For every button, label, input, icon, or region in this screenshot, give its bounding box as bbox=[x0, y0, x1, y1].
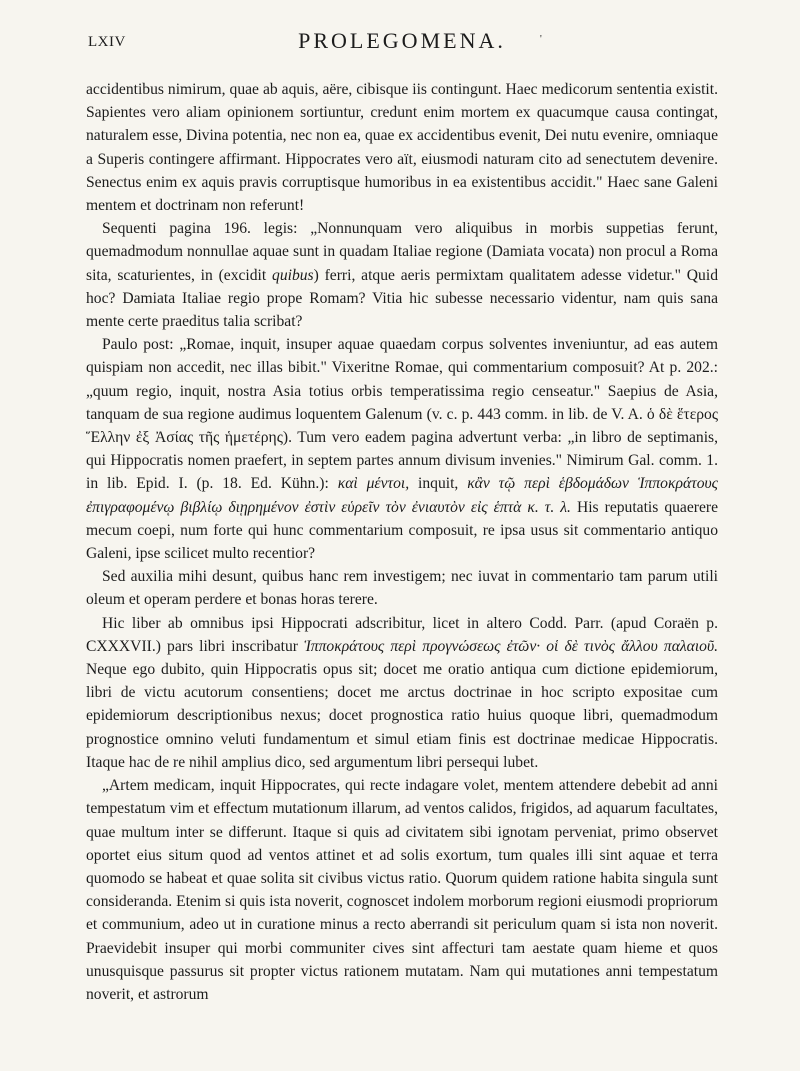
stray-mark: ' bbox=[540, 34, 542, 45]
text-run: Paulo post: „Romae, inquit, insuper aquae quaedam corpus solventes inveniuntur, ad eas autem quispiam non accedit, nec illas bibit." Vixeritne Romae, qui commentarium composuit? At p. 202.: „quum regio, inquit, nostra Asia totius orbis temperatissima regio censeatur." Saepius de Asia, tanquam de sua regione audimus loquentem Galenum (v. c. p. 443 comm. in lib. de V. A. ὁ δὲ ἕτερος Ἕλλην ἐξ Ἀσίας τῆς ἡμετέρης). Tum vero eadem pagina advertunt verba: „in libro de septimanis, qui Hippocratis nomen praefert, in septem partes annum divisum invenies." Nimirum Gal. comm. 1. in lib. Epid. I. (p. 18. Ed. Kühn.): bbox=[86, 336, 718, 493]
text-run: accidentibus nimirum, quae ab aquis, aëre, cibisque iis contingunt. Haec medicorum sententia existit. Sapientes vero aliam opinionem sortiuntur, credunt enim mortem ex quacumque causa contingat, naturalem esse, Divina potentia, nec non ea, quae ex accidentibus evenit, Dei nutu evenire, omniaque a Superis contingere affirmant. Hippocrates vero aït, eiusmodi naturam cito ad senectutem devenire. Senectus enim ex aquis pravis corruptisque humoribus in ea existentibus accidit." Haec sane Galeni mentem et doctrinam non referunt! bbox=[86, 81, 718, 215]
italic-run: καὶ μέντοι, bbox=[337, 475, 410, 493]
paragraph bbox=[86, 333, 718, 565]
paragraph bbox=[86, 612, 718, 774]
paragraph bbox=[86, 774, 718, 1006]
paragraph bbox=[86, 565, 718, 611]
italic-run: κἂν τῷ περὶ ἑβδομάδων Ἱπποκράτους ἐπιγραφομένῳ βιβλίῳ διῃρημένον ἐστὶν εὑρεῖν τὸν ἐνιαυτὸν εἰς ἑπτὰ κ. τ. λ. bbox=[86, 475, 718, 516]
body-text bbox=[86, 78, 718, 1006]
text-run: Sequenti pagina 196. legis: „Nonnunquam vero aliquibus in morbis suppetias ferunt, quemadmodum nonnullae aquae sunt in quadam Italiae regione (Damiata vocata) non procul a Roma sita, scaturientes, in (excidit bbox=[86, 220, 718, 284]
page-number: LXIV bbox=[88, 34, 126, 50]
italic-run: quibus bbox=[272, 266, 314, 284]
text-run: His reputatis quaerere mecum coepi, num forte qui hunc commentarium composuit, re ipsa usus sit commentario antiquo Galeni, ipse scilicet multo recentior? bbox=[86, 498, 718, 563]
text-run: „Artem medicam, inquit Hippocrates, qui recte indagare volet, mentem attendere debebit ad anni tempestatum vim et effectum mutationum illarum, ad ventos calidos, frigidos, ad aquarum facultates, quae multum inter se differunt. Itaque si quis ad civitatem sibi ignotam perveniat, primo observet oportet eius situm quod ad ventos attinet et ad solis exortum, tum quales illi sint aquae et terra quomodo se habeat et quae solita sit civibus victus ratio. Quorum quidem ratione habita singula sunt consideranda. Etenim si quis ista noverit, cognoscet indolem morborum regioni eiusmodi propriorum et communium, adeo ut in curatione minus a recto aberrandi sit periculum quam si ista non noverit. Praevidebit insuper qui morbi communiter cives sint affecturi tam aestate quam hieme et quos unusquisque passurus sit propter victus rationem mutatam. Nam qui mutationes anni tempestatum noverit, et astrorum bbox=[86, 777, 718, 1003]
running-head bbox=[86, 28, 718, 78]
text-run: inquit, bbox=[409, 475, 468, 493]
paragraph bbox=[86, 78, 718, 217]
running-title: PROLEGOMENA. bbox=[298, 28, 506, 53]
paragraph bbox=[86, 217, 718, 333]
text-run: Sed auxilia mihi desunt, quibus hanc rem investigem; nec iuvat in commentario tam parum utili oleum et operam perdere et bonas horas terere. bbox=[86, 568, 718, 609]
text-run: Neque ego dubito, quin Hippocratis opus sit; docet me oratio antiqua cum dictione epidemiorum, libri de victu acutorum consentiens; docet me arctus doctrinae in hoc scripto expositae cum epidemiorum descriptionibus nexus; docet prognostica ratio huius quoque libri, quemadmodum prognostice omnino veluti fundamentum et simul etiam finis est doctrinae medicae Hippocratis. Itaque hac de re nihil amplius dico, sed argumentum libri persequi lubet. bbox=[86, 661, 718, 771]
italic-run: Ἱπποκράτους περὶ προγνώσεως ἐτῶν· οἱ δὲ τινὸς ἄλλου παλαιοῦ. bbox=[304, 637, 719, 655]
text-run: Hic liber ab omnibus ipsi Hippocrati adscribitur, licet in altero Codd. Parr. (apud Coraën p. CXXXVII.) pars libri inscribatur bbox=[86, 614, 718, 655]
text-run: ) ferri, atque aeris permixtam qualitatem adesse videtur." Quid hoc? Damiata Italiae regio prope Romam? Vitia hic subesse necessario videntur, nam quis sana mente certe praeditus talia scribat? bbox=[86, 266, 718, 331]
